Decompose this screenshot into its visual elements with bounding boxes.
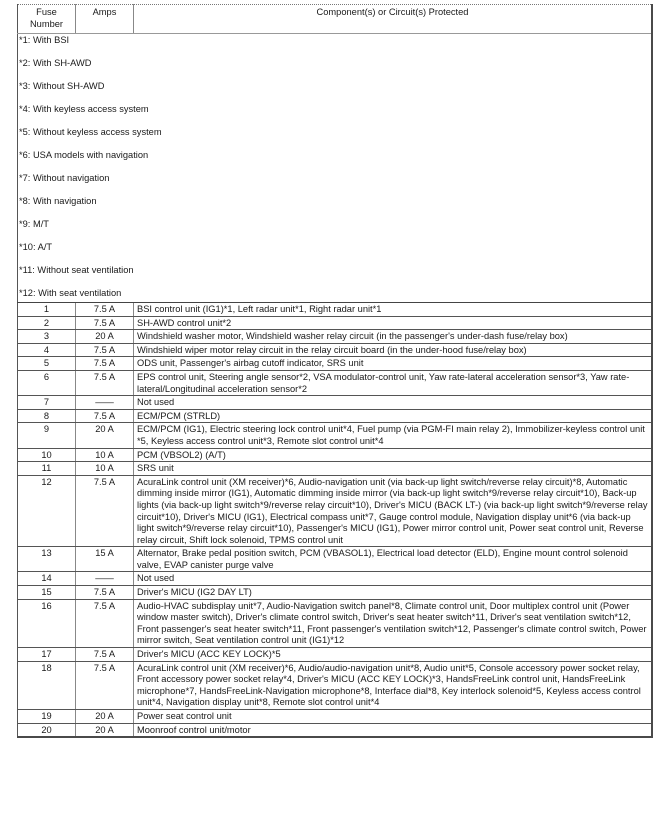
table-row bbox=[18, 316, 653, 330]
table-row bbox=[18, 357, 653, 371]
fuse-number-cell: 16 bbox=[18, 599, 76, 647]
amps-cell: 7.5 A bbox=[76, 409, 134, 423]
amps-cell: —— bbox=[76, 572, 134, 586]
table-row bbox=[18, 396, 653, 410]
amps-cell: 7.5 A bbox=[76, 370, 134, 395]
component-cell: PCM (VBSOL2) (A/T) bbox=[134, 448, 653, 462]
amps-cell: 20 A bbox=[76, 710, 134, 724]
amps-cell: 20 A bbox=[76, 330, 134, 344]
footnote-text: *6: USA models with navigation bbox=[18, 149, 653, 172]
footnote-row bbox=[18, 103, 653, 126]
header-row bbox=[18, 5, 653, 34]
component-cell: ODS unit, Passenger's airbag cutoff indicator, SRS unit bbox=[134, 357, 653, 371]
footnotes bbox=[18, 34, 653, 303]
fuse-number-cell: 8 bbox=[18, 409, 76, 423]
footnote-text: *2: With SH-AWD bbox=[18, 57, 653, 80]
fuse-number-cell: 18 bbox=[18, 661, 76, 709]
component-cell: ECM/PCM (STRLD) bbox=[134, 409, 653, 423]
amps-cell: 7.5 A bbox=[76, 586, 134, 600]
component-cell: Audio-HVAC subdisplay unit*7, Audio-Navigation switch panel*8, Climate control unit, Door multiplex control unit (Power window master switch), Driver's climate control switch, Driver's seat heater switch*11, Driver's seat ventilation switch*12, Front passenger's seat heater switch*11, Front passenger's ventilation switch*12, Passenger's climate control switch, Power mirror switch, Seat ventilation control unit (IG1)*12 bbox=[134, 599, 653, 647]
amps-cell: 7.5 A bbox=[76, 599, 134, 647]
footnote-text: *1: With BSI bbox=[18, 34, 653, 58]
table-row bbox=[18, 572, 653, 586]
fuse-table bbox=[17, 4, 653, 738]
component-cell: Power seat control unit bbox=[134, 710, 653, 724]
fuse-number-cell: 17 bbox=[18, 648, 76, 662]
table-row bbox=[18, 343, 653, 357]
amps-cell: 20 A bbox=[76, 723, 134, 737]
amps-cell: 15 A bbox=[76, 547, 134, 572]
header-fuse-number: Fuse Number bbox=[18, 5, 76, 34]
table-row bbox=[18, 475, 653, 547]
table-row bbox=[18, 586, 653, 600]
table-row bbox=[18, 409, 653, 423]
footnote-row bbox=[18, 218, 653, 241]
header-component: Component(s) or Circuit(s) Protected bbox=[134, 5, 653, 34]
fuse-number-cell: 14 bbox=[18, 572, 76, 586]
fuse-number-cell: 15 bbox=[18, 586, 76, 600]
component-cell: EPS control unit, Steering angle sensor*2, VSA modulator-control unit, Yaw rate-lateral acceleration sensor*3, Yaw rate-lateral/Longitudinal acceleration sensor*2 bbox=[134, 370, 653, 395]
amps-cell: 7.5 A bbox=[76, 475, 134, 547]
amps-cell: 10 A bbox=[76, 448, 134, 462]
footnote-text: *3: Without SH-AWD bbox=[18, 80, 653, 103]
amps-cell: 7.5 A bbox=[76, 357, 134, 371]
component-cell: Windshield wiper motor relay circuit in the relay circuit board (in the under-hood fuse/relay box) bbox=[134, 343, 653, 357]
footnote-text: *7: Without navigation bbox=[18, 172, 653, 195]
footnote-row bbox=[18, 287, 653, 303]
fuse-number-cell: 4 bbox=[18, 343, 76, 357]
amps-cell: 7.5 A bbox=[76, 316, 134, 330]
footnote-row bbox=[18, 264, 653, 287]
amps-cell: 7.5 A bbox=[76, 303, 134, 317]
footnote-text: *11: Without seat ventilation bbox=[18, 264, 653, 287]
component-cell: Alternator, Brake pedal position switch, PCM (VBASOL1), Electrical load detector (ELD), Engine mount control solenoid valve, EVAP canister purge valve bbox=[134, 547, 653, 572]
fuse-number-cell: 19 bbox=[18, 710, 76, 724]
component-cell: SH-AWD control unit*2 bbox=[134, 316, 653, 330]
footnote-row bbox=[18, 57, 653, 80]
fuse-number-cell: 12 bbox=[18, 475, 76, 547]
footnote-text: *10: A/T bbox=[18, 241, 653, 264]
component-cell: BSI control unit (IG1)*1, Left radar unit*1, Right radar unit*1 bbox=[134, 303, 653, 317]
amps-cell: 7.5 A bbox=[76, 661, 134, 709]
footnote-text: *9: M/T bbox=[18, 218, 653, 241]
table-row bbox=[18, 710, 653, 724]
footnote-row bbox=[18, 80, 653, 103]
component-cell: Moonroof control unit/motor bbox=[134, 723, 653, 737]
header-amps: Amps bbox=[76, 5, 134, 34]
table-row bbox=[18, 723, 653, 737]
fuse-rows bbox=[18, 303, 653, 738]
table-row bbox=[18, 448, 653, 462]
footnote-row bbox=[18, 195, 653, 218]
amps-cell: 7.5 A bbox=[76, 343, 134, 357]
table-row bbox=[18, 547, 653, 572]
footnote-row bbox=[18, 241, 653, 264]
component-cell: Driver's MICU (ACC KEY LOCK)*5 bbox=[134, 648, 653, 662]
component-cell: AcuraLink control unit (XM receiver)*6, Audio/audio-navigation unit*8, Audio unit*5, Console accessory power socket relay, Front accessory power socket relay*4, Driver's MICU (ACC KEY LOCK)*3, HandsFreeLink control unit, HandsFreeLink microphone*7, HandsFreeLink-Navigation microphone*8, Interface dial*8, Key interlock solenoid*5, Keyless access control unit*4, Navigation display unit*8, Remote slot control unit*4 bbox=[134, 661, 653, 709]
footnote-row bbox=[18, 126, 653, 149]
component-cell: SRS unit bbox=[134, 462, 653, 476]
amps-cell: 7.5 A bbox=[76, 648, 134, 662]
fuse-number-cell: 9 bbox=[18, 423, 76, 448]
fuse-number-cell: 1 bbox=[18, 303, 76, 317]
fuse-number-cell: 7 bbox=[18, 396, 76, 410]
component-cell: Windshield washer motor, Windshield washer relay circuit (in the passenger's under-dash fuse/relay box) bbox=[134, 330, 653, 344]
footnote-row bbox=[18, 34, 653, 58]
table-row bbox=[18, 303, 653, 317]
table-row bbox=[18, 423, 653, 448]
component-cell: ECM/PCM (IG1), Electric steering lock control unit*4, Fuel pump (via PGM-FI main relay 2), Immobilizer-keyless control unit *5, Keyless access control unit*3, Remote slot control unit*4 bbox=[134, 423, 653, 448]
table-row bbox=[18, 661, 653, 709]
component-cell: AcuraLink control unit (XM receiver)*6, Audio-navigation unit (via back-up light switch/reverse relay circuit)*8, Automatic dimming inside mirror (IG1), Automatic dimming inside mirror (via back-up light switch*9/reverse relay circuit*10), Back-up lights (via back-up light switch*9/reverse relay circuit*10), Driver's MICU (BACK LT-) (via back-up light switch*9/reverse relay circuit*10), Driver's MICU (IG1), Electrical compass unit*7, Gauge control module, Navigation display unit*6 (via back-up light switch*9/reverse relay circuit*10), Passenger's MICU (IG1), Power mirror control unit, Power seat control unit, Reverse relay circuit, Shift lock solenoid, TPMS control unit bbox=[134, 475, 653, 547]
footnote-row bbox=[18, 149, 653, 172]
amps-cell: —— bbox=[76, 396, 134, 410]
table-row bbox=[18, 648, 653, 662]
footnote-text: *12: With seat ventilation bbox=[18, 287, 653, 303]
component-cell: Driver's MICU (IG2 DAY LT) bbox=[134, 586, 653, 600]
footnote-row bbox=[18, 172, 653, 195]
footnote-text: *8: With navigation bbox=[18, 195, 653, 218]
fuse-number-cell: 5 bbox=[18, 357, 76, 371]
amps-cell: 10 A bbox=[76, 462, 134, 476]
table-row bbox=[18, 330, 653, 344]
component-cell: Not used bbox=[134, 396, 653, 410]
table-row bbox=[18, 462, 653, 476]
table-row bbox=[18, 599, 653, 647]
table-row bbox=[18, 370, 653, 395]
fuse-number-cell: 2 bbox=[18, 316, 76, 330]
fuse-number-cell: 20 bbox=[18, 723, 76, 737]
fuse-number-cell: 6 bbox=[18, 370, 76, 395]
amps-cell: 20 A bbox=[76, 423, 134, 448]
component-cell: Not used bbox=[134, 572, 653, 586]
footnote-text: *4: With keyless access system bbox=[18, 103, 653, 126]
fuse-number-cell: 11 bbox=[18, 462, 76, 476]
footnote-text: *5: Without keyless access system bbox=[18, 126, 653, 149]
fuse-number-cell: 3 bbox=[18, 330, 76, 344]
fuse-number-cell: 13 bbox=[18, 547, 76, 572]
fuse-number-cell: 10 bbox=[18, 448, 76, 462]
